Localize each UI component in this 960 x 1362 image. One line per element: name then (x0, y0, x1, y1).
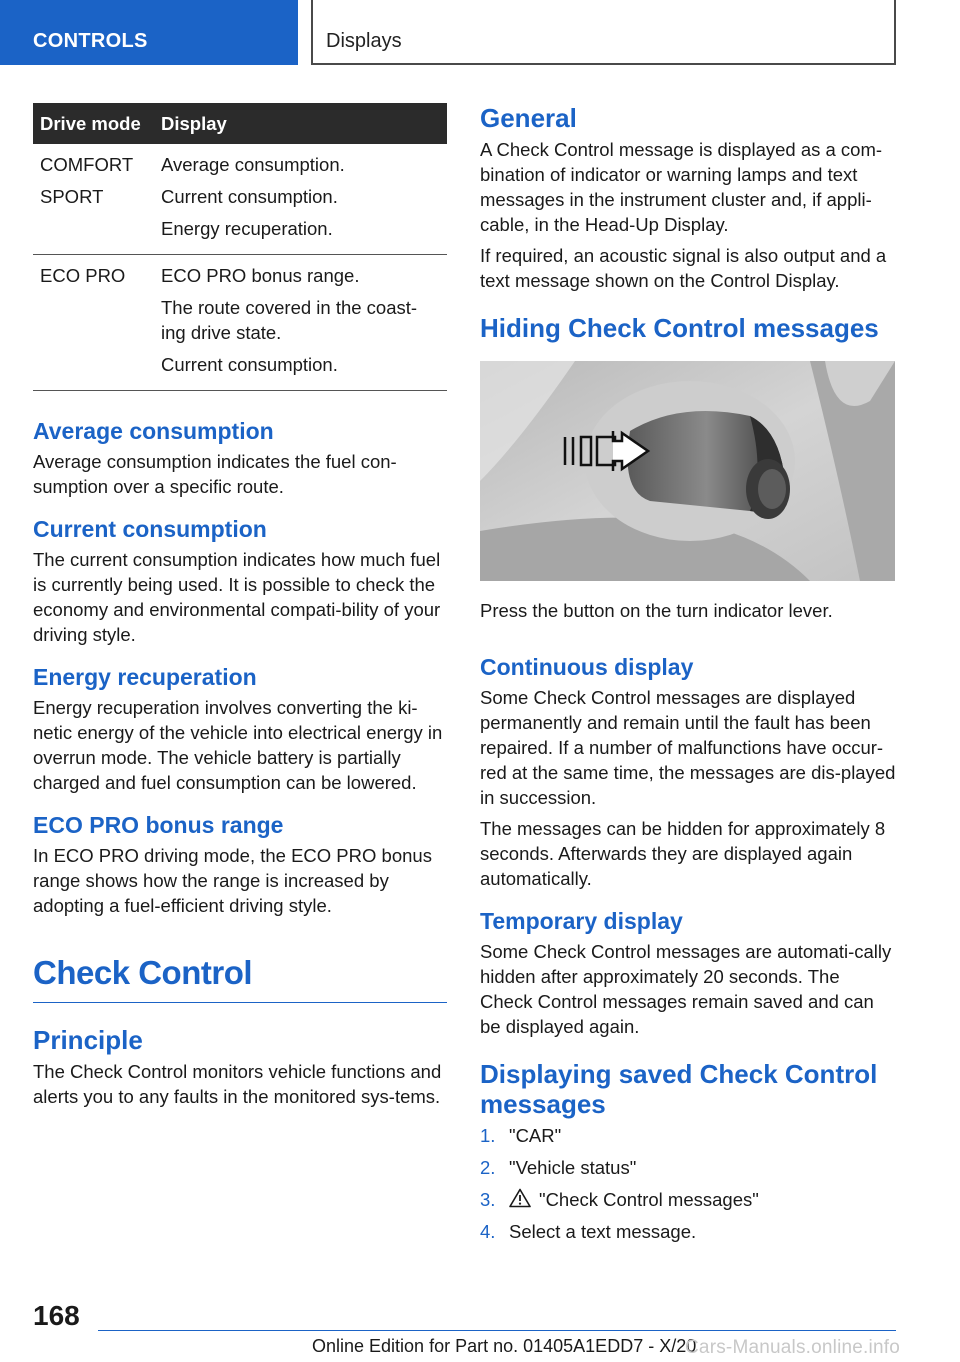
principle-heading: Principle (33, 1025, 143, 1055)
footer-divider (98, 1330, 896, 1331)
table-cell-mode (33, 255, 154, 391)
hiding-heading: Hiding Check Control messages (480, 313, 879, 343)
footer-edition: Online Edition for Part no. 01405A1EDD7 - X/20 (312, 1336, 697, 1356)
list-item (480, 1123, 896, 1148)
check-control-heading: Check Control (33, 954, 447, 1003)
continuous-display-text-1: Some Check Control messages are displayed permanently and remain until the fault has been repaired. If a number of malfunctions have occur-red at the same time, the messages are dis-played in succession. (480, 687, 896, 808)
right-column (480, 103, 896, 1251)
chapter-title: Displays (326, 30, 402, 52)
turn-indicator-lever-photo (480, 361, 895, 581)
left-column (33, 103, 447, 1115)
current-consumption-text: The current consumption indicates how much fuel is currently being used. It is possible to check the economy and environmental compati-bility of your driving style. (33, 549, 441, 645)
step-text: Select a text message. (509, 1221, 697, 1242)
display-label: Current consumption. (161, 354, 338, 375)
watermark: Cars-Manuals.online.info (685, 1337, 900, 1358)
section-tab (0, 0, 298, 65)
mode-label: COMFORT (40, 154, 134, 175)
step-number: 2. (480, 1157, 496, 1178)
temporary-display-text: Some Check Control messages are automati-cally hidden after approximately 20 seconds. The Check Control messages remain saved and can be displayed again. (480, 941, 892, 1037)
list-item (480, 1187, 896, 1212)
eco-pro-bonus-text: In ECO PRO driving mode, the ECO PRO bonus range shows how the range is increased by adopting a fuel-efficient driving style. (33, 845, 432, 916)
energy-recuperation-text: Energy recuperation involves converting the ki-netic energy of the vehicle into electrical energy in overrun mode. The vehicle battery is partially charged and fuel consumption can be lowered. (33, 697, 443, 793)
page-number: 168 (33, 1300, 80, 1331)
warning-triangle-icon (509, 1188, 531, 1208)
step-number: 4. (480, 1221, 496, 1242)
eco-pro-bonus-heading: ECO PRO bonus range (33, 812, 284, 838)
drive-mode-table (33, 103, 447, 391)
table-header-row (33, 103, 447, 144)
display-label: The route covered in the coast-ing drive state. (161, 297, 418, 343)
general-heading: General (480, 103, 577, 133)
table-cell-display (154, 255, 447, 391)
list-item (480, 1219, 896, 1244)
table-cell-mode (33, 144, 154, 255)
display-label: ECO PRO bonus range. (161, 265, 360, 286)
table-header-display: Display (154, 103, 447, 144)
mode-label: SPORT (40, 186, 104, 207)
current-consumption-heading: Current consumption (33, 516, 267, 542)
continuous-display-heading: Continuous display (480, 654, 694, 680)
chapter-tab (311, 0, 896, 65)
display-label: Current consumption. (161, 186, 338, 207)
table-row (33, 255, 447, 391)
photo-caption: Press the button on the turn indicator lever. (480, 600, 833, 621)
energy-recuperation-heading: Energy recuperation (33, 664, 257, 690)
step-text: "CAR" (509, 1125, 562, 1146)
principle-text: The Check Control monitors vehicle functions and alerts you to any faults in the monitored sys-tems. (33, 1061, 442, 1107)
mode-label: ECO PRO (40, 265, 126, 286)
saved-messages-heading: Displaying saved Check Control messages (480, 1059, 878, 1119)
step-text: "Check Control messages" (539, 1189, 759, 1210)
step-number: 1. (480, 1125, 496, 1146)
table-cell-display (154, 144, 447, 255)
continuous-display-text-2: The messages can be hidden for approximately 8 seconds. Afterwards they are displayed again automatically. (480, 818, 886, 889)
section-title: CONTROLS (33, 30, 148, 52)
average-consumption-heading: Average consumption (33, 418, 274, 444)
display-label: Energy recuperation. (161, 218, 333, 239)
step-content (509, 1187, 759, 1212)
table-header-drive-mode: Drive mode (33, 103, 154, 144)
general-text-2: If required, an acoustic signal is also output and a text message shown on the Control Display. (480, 245, 887, 291)
list-item (480, 1155, 896, 1180)
temporary-display-heading: Temporary display (480, 908, 683, 934)
step-number: 3. (480, 1189, 496, 1210)
general-text-1: A Check Control message is displayed as a com-bination of indicator or warning lamps and text messages in the instrument cluster and, if appli-cable, in the Head-Up Display. (480, 139, 883, 235)
average-consumption-text: Average consumption indicates the fuel con-sumption over a specific route. (33, 451, 397, 497)
table-row (33, 144, 447, 255)
display-label: Average consumption. (161, 154, 345, 175)
steps-list (480, 1123, 896, 1244)
step-text: "Vehicle status" (509, 1157, 637, 1178)
